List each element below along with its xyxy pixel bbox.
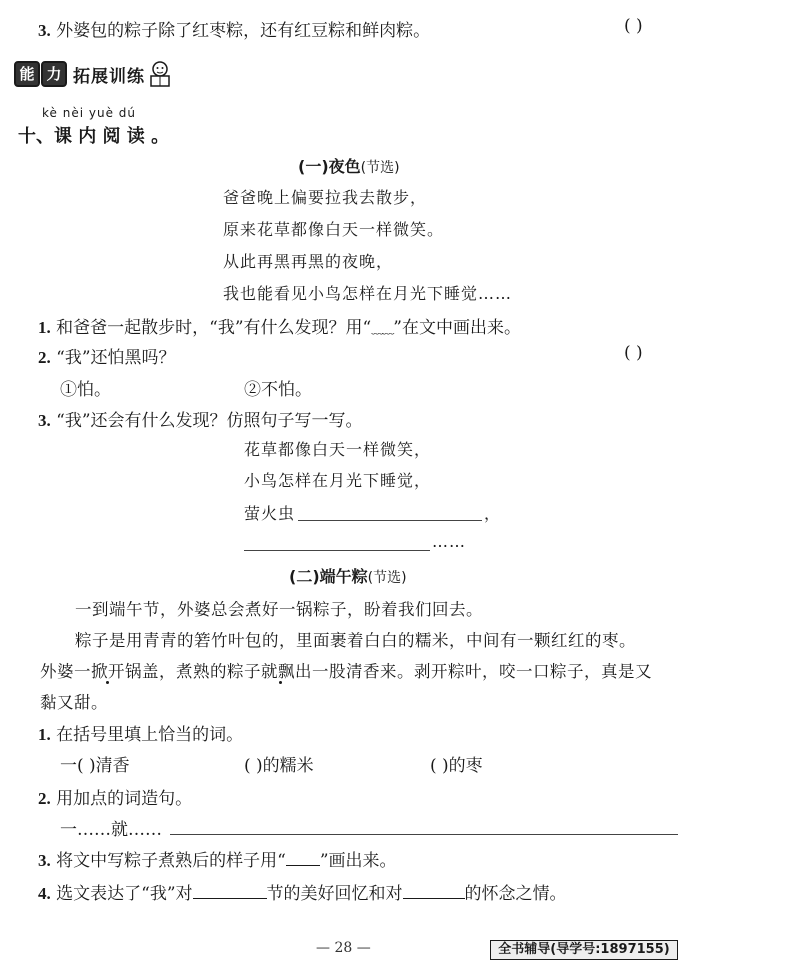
question-text-b: 节的美好回忆和对 [266,884,403,904]
question-text: “我”还会有什么发现？仿照句子写一写。 [56,411,363,431]
poem-line-2: 原来花草都像白天一样微笑。 [223,220,445,239]
question-text: 用加点的词造句。 [56,789,193,809]
fill-in-1[interactable]: 一( )清香 [60,756,130,776]
comma: ， [484,504,502,523]
poem-line-1: 爸爸晚上偏要拉我去散步， [223,188,428,207]
passage1-title [298,154,400,177]
answer-parentheses[interactable]: ( ) [624,343,643,363]
guide-number-box: 全书辅导(导学号:1897155) [490,940,678,960]
question-number: 4. [38,884,51,903]
sentence-answer-line[interactable] [170,834,678,835]
question-text: 外婆包的粽子除了红枣粽，还有红豆粽和鲜肉粽。 [56,21,431,41]
page-number: — 28 — [316,940,371,956]
answer-blank-festival[interactable] [193,884,267,899]
emphasis-dot-jiu [279,681,282,684]
question-text-end: ”画出来。 [319,851,397,871]
question-text-end: ”在文中画出来。 [393,318,521,338]
answer-blank-person[interactable] [403,884,465,899]
question-text-c: 的怀念之情。 [464,884,567,904]
passage2-paragraph-2-line-2: 外婆一掀开锅盖，煮熟的粽子就飘出一股清香来。剥开粽叶，咬一口粽子，真是又 [40,662,652,681]
fill-in-3[interactable]: ( )的枣 [430,756,483,776]
question-number: 3. [38,851,51,870]
question-number: 1. [38,318,51,337]
p1-question-1 [38,313,521,338]
passage2-title-text: (二)端午粽 [289,567,368,586]
example-line-3-prefix: 萤火虫 [244,504,296,523]
badge-li: 力 [41,61,67,87]
emphasis-dot-yi [106,681,109,684]
question-text: 在括号里填上恰当的词。 [56,725,244,745]
wavy-line-mark: ﹏﹏ [371,322,394,336]
question-text: 将文中写粽子煮熟后的样子用“ [56,851,286,871]
option-1[interactable]: ①怕。 [60,380,111,400]
question-number: 3. [38,411,51,430]
underline-mark [286,851,320,866]
p2-question-4 [38,879,567,904]
example-line-2: 小鸟怎样在月光下睡觉， [244,471,432,490]
poem-line-3: 从此再黑再黑的夜晚， [223,252,394,271]
ellipsis: …… [432,532,466,551]
section-title: 十、课 内 阅 读 。 [18,126,170,147]
p1-question-2 [38,343,176,368]
passage2-note: (节选) [367,570,407,586]
ability-banner [14,59,173,89]
passage1-title-text: (一)夜色 [298,157,361,176]
question-number: 3. [38,21,51,40]
poem-line-4: 我也能看见小鸟怎样在月光下睡觉…… [223,284,513,303]
question-text: “我”还怕黑吗？ [56,348,176,368]
student-reading-icon [147,60,173,88]
passage2-paragraph-2-line-1: 粽子是用青青的箬竹叶包的，里面裹着白白的糯米，中间有一颗红红的枣。 [75,631,636,650]
question-number: 2. [38,348,51,367]
section-pinyin: kè nèi yuè dú [42,106,136,120]
answer-blank-2[interactable] [244,550,430,551]
option-2[interactable]: ②不怕。 [244,380,312,400]
p2-question-1 [38,720,243,745]
p2-question-3 [38,846,397,871]
question-text-a: 选文表达了“我”对 [56,884,193,904]
question-number: 2. [38,789,51,808]
prev-question [38,16,430,41]
question-text: 和爸爸一起散步时，“我”有什么发现？用“ [56,318,372,338]
passage2-paragraph-2-line-3: 黏又甜。 [40,693,108,712]
passage1-note: (节选) [360,160,400,176]
badge-neng: 能 [14,61,40,87]
banner-text: 拓展训练 [73,66,145,87]
answer-parentheses[interactable]: ( ) [624,16,643,36]
sentence-prefix: 一……就…… [60,820,162,840]
passage2-title [289,564,407,587]
question-number: 1. [38,725,51,744]
fill-in-2[interactable]: ( )的糯米 [244,756,314,776]
p2-question-2 [38,784,192,809]
passage2-paragraph-1: 一到端午节，外婆总会煮好一锅粽子，盼着我们回去。 [75,600,483,619]
p1-question-3 [38,406,363,431]
example-line-1: 花草都像白天一样微笑， [244,440,432,459]
answer-blank-1[interactable] [298,520,482,521]
